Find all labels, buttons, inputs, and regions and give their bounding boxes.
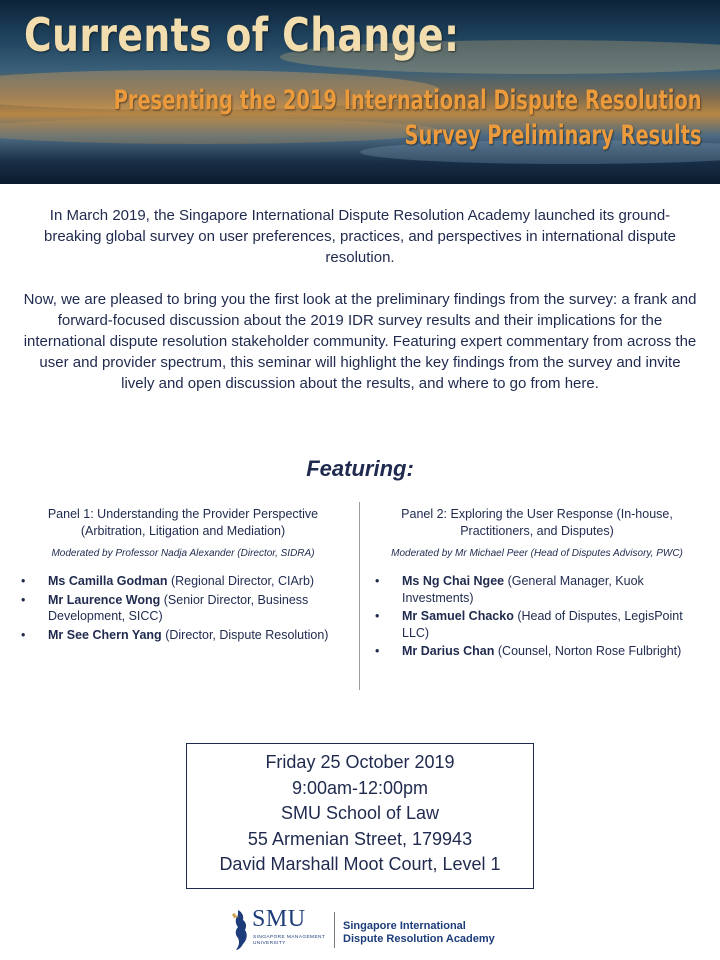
event-room: David Marshall Moot Court, Level 1 xyxy=(219,854,501,874)
speaker-role: (Head of Disputes, LegisPoint LLC) xyxy=(402,609,683,640)
speaker-item xyxy=(368,643,706,660)
speaker-name: Mr Samuel Chacko xyxy=(402,609,514,623)
logo-divider xyxy=(334,912,335,948)
event-time: 9:00am-12:00pm xyxy=(291,777,429,798)
page-subtitle xyxy=(114,84,702,153)
footer-logos xyxy=(0,902,720,960)
bullet-icon: • xyxy=(375,644,380,658)
sidra-logo-line: Singapore International xyxy=(343,920,466,932)
speaker-item xyxy=(368,608,706,641)
bullet-icon: • xyxy=(375,574,380,588)
subtitle-line: Presenting the 2019 International Dispute Resolution xyxy=(114,85,702,116)
panel-2 xyxy=(368,506,706,662)
smu-full-name-line: SINGAPORE MANAGEMENT xyxy=(253,935,326,940)
header-banner xyxy=(0,0,720,184)
page-title: Currents of Change: xyxy=(24,8,460,62)
speaker-role: (General Manager, Kuok Investments) xyxy=(402,574,644,605)
smu-crest-icon xyxy=(226,908,250,952)
speaker-list xyxy=(14,573,352,643)
intro-paragraph-2: Now, we are pleased to bring you the first look at the preliminary findings from the survey: a frank and forward-focused discussion about the 2019 IDR survey results and their implications for the international dispute resolution stakeholder community. Featuring expert commentary from across the user and provider spectrum, this seminar will highlight the key findings from the survey and invite lively and open discussion about the results, and where to go from here. xyxy=(23,291,697,392)
bullet-icon: • xyxy=(21,574,26,588)
bullet-icon: • xyxy=(21,592,26,607)
bullet-icon: • xyxy=(21,627,26,642)
event-venue: SMU School of Law xyxy=(280,803,440,823)
speaker-role: (Senior Director, Business Development, SICC) xyxy=(48,592,309,623)
panel-1 xyxy=(14,506,352,645)
smu-logo-text: SMU xyxy=(252,906,306,932)
sidra-logo-text xyxy=(343,920,495,945)
panel-title: Panel 2: Exploring the User Response (In-house, Practitioners, and Disputes) xyxy=(401,507,673,538)
speaker-item xyxy=(14,573,352,590)
speaker-name: Ms Ng Chai Ngee xyxy=(402,574,505,588)
event-details-box xyxy=(186,743,534,889)
event-address: 55 Armenian Street, 179943 xyxy=(247,828,473,849)
speaker-name: Ms Camilla Godman xyxy=(48,574,168,588)
panel-divider xyxy=(359,502,360,690)
intro-paragraph-1: In March 2019, the Singapore International Dispute Resolution Academy launched its ground-breaking global survey on user preferences, practices, and perspectives in international dispute resolution. xyxy=(43,207,677,266)
panel-moderator: Moderated by Mr Michael Peer (Head of Disputes Advisory, PWC) xyxy=(391,548,683,559)
speaker-role: (Counsel, Norton Rose Fulbright) xyxy=(497,644,682,658)
bullet-icon: • xyxy=(375,609,380,623)
panel-moderator: Moderated by Professor Nadja Alexander (Director, SIDRA) xyxy=(51,548,315,559)
subtitle-line: Survey Preliminary Results xyxy=(404,119,702,151)
speaker-item xyxy=(368,573,706,606)
featuring-heading: Featuring: xyxy=(306,456,414,481)
speaker-role: (Director, Dispute Resolution) xyxy=(165,627,329,642)
speaker-list xyxy=(368,573,706,660)
speaker-item xyxy=(14,627,352,644)
speaker-role: (Regional Director, CIArb) xyxy=(170,574,315,588)
sidra-logo-line: Dispute Resolution Academy xyxy=(343,932,495,945)
panel-title: Panel 1: Understanding the Provider Perspective (Arbitration, Litigation and Mediation) xyxy=(47,507,319,538)
speaker-name: Mr Darius Chan xyxy=(402,644,495,658)
speaker-name: Mr Laurence Wong xyxy=(48,592,161,607)
speaker-name: Mr See Chern Yang xyxy=(48,627,162,642)
event-date: Friday 25 October 2019 xyxy=(265,752,455,772)
smu-full-name xyxy=(253,935,325,946)
smu-full-name-line: UNIVERSITY xyxy=(253,940,286,946)
speaker-item xyxy=(14,592,352,625)
